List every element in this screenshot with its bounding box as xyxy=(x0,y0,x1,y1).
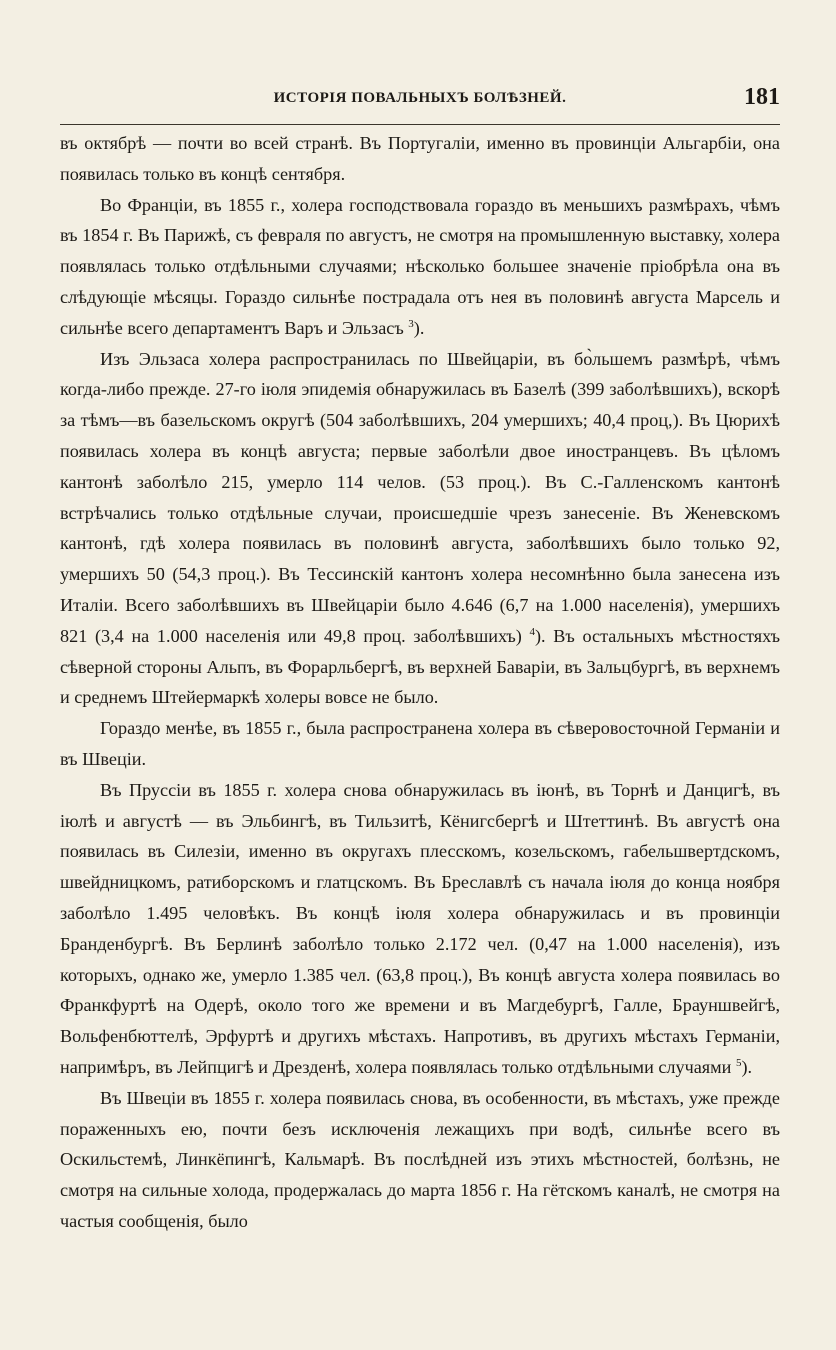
paragraph-text: Въ Швеціи въ 1855 г. холера появилась снова, въ особенности, въ мѣстахъ, уже прежде пораженныхъ ею, почти безъ исключенія лежащихъ при водѣ, сильнѣе всего въ Оскильстемѣ, Линкёпингѣ, Кальмарѣ. Въ послѣдней изъ этихъ мѣстностей, болѣзнь, не смотря на сильные холода, продержалась до марта 1856 г. На гётскомъ каналѣ, не смотря на частыя сообщенія, было xyxy=(60,1087,780,1231)
running-head xyxy=(60,86,780,116)
paragraph xyxy=(60,1083,780,1237)
paragraph-text: ). xyxy=(741,1056,753,1077)
footnote-marker: 4 xyxy=(529,625,535,638)
header-rule xyxy=(60,124,780,125)
paragraph-text: Изъ Эльзаса холера распространилась по Швейцаріи, въ бо̀льшемъ размѣрѣ, чѣмъ когда-либо прежде. 27-го іюля эпидемія обнаружилась въ Базелѣ (399 заболѣвшихъ), вскорѣ за тѣмъ—въ базельскомъ округѣ (504 заболѣвшихъ, 204 умершихъ; 40,4 проц,). Въ Цюрихѣ появилась холера въ концѣ августа; первые заболѣли двое иностранцевъ. Въ цѣломъ кантонѣ заболѣло 215, умерло 114 челов. (53 проц.). Въ С.-Галленскомъ кантонѣ встрѣчались только отдѣльные случаи, происшедшіе чрезъ занесеніе. Въ Женевскомъ кантонѣ, гдѣ холера появилась въ половинѣ августа, заболѣвшихъ было только 92, умершихъ 50 (54,3 проц.). Въ Тессинскій кантонъ холера несомнѣнно была занесена изъ Италіи. Всего заболѣвшихъ въ Швейцаріи было 4.646 (6,7 на 1.000 населенія), умершихъ 821 (3,4 на 1.000 населенія или 49,8 проц. заболѣвшихъ) xyxy=(60,348,780,646)
paragraph xyxy=(60,190,780,344)
paragraph xyxy=(60,775,780,1083)
paragraph-text: Гораздо менѣе, въ 1855 г., была распространена холера въ сѣверовосточной Германіи и въ Швеціи. xyxy=(60,718,780,769)
footnote-marker: 5 xyxy=(735,1056,742,1069)
running-title: ИСТОРІЯ ПОВАЛЬНЫХЪ БОЛѢЗНЕЙ. xyxy=(273,90,567,106)
paragraph-text: ). xyxy=(413,317,425,338)
paragraph-text: ). Въ остальныхъ мѣстностяхъ сѣверной стороны Альпъ, въ Форарльбергѣ, въ верхней Баваріи, въ Зальцбургѣ, въ верхнемъ и среднемъ Штейермаркѣ холеры вовсе не было. xyxy=(60,625,780,708)
paragraph xyxy=(60,128,780,190)
paragraph-text: въ октябрѣ — почти во всей странѣ. Въ Португаліи, именно въ провинціи Альгарбіи, она появилась только въ концѣ сентября. xyxy=(60,133,780,184)
paragraph xyxy=(60,344,780,714)
paragraph-text: Въ Пруссіи въ 1855 г. холера снова обнаружилась въ іюнѣ, въ Торнѣ и Данцигѣ, въ іюлѣ и августѣ — въ Эльбингѣ, въ Тильзитѣ, Кёнигсбергѣ и Штеттинѣ. Въ августѣ она появилась въ Силезіи, именно въ округахъ плесскомъ, козельскомъ, габельшвертдскомъ, швейдницкомъ, ратиборскомъ и глатцскомъ. Въ Бреславлѣ съ начала іюля до конца ноября заболѣло 1.495 человѣкъ. Въ концѣ іюля холера обнаружилась и въ провинціи Бранденбургѣ. Въ Берлинѣ заболѣло только 2.172 чел. (0,47 на 1.000 населенія), изъ которыхъ, однако же, умерло 1.385 чел. (63,8 проц.), Въ концѣ августа холера появилась во Франкфуртѣ на Одерѣ, около того же времени и въ Магдебургѣ, Галле, Брауншвейгѣ, Вольфенбюттелѣ, Эрфуртѣ и другихъ мѣстахъ. Напротивъ, въ другихъ мѣстахъ Германіи, напримѣръ, въ Лейпцигѣ и Дрезденѣ, холера появлялась только отдѣльными случаями xyxy=(60,779,780,1077)
footnote-marker: 3 xyxy=(408,317,414,330)
paragraph xyxy=(60,713,780,775)
page-number: 181 xyxy=(744,84,780,110)
paragraph-text: Во Франціи, въ 1855 г., холера господствовала гораздо въ меньшихъ размѣрахъ, чѣмъ въ 1854 г. Въ Парижѣ, съ февраля по августъ, не смотря на промышленную выставку, холера появлялась только отдѣльными случаями; нѣсколько большее значеніе пріобрѣла она въ слѣдующіе мѣсяцы. Гораздо сильнѣе пострадала отъ нея въ половинѣ августа Марсель и сильнѣе всего департаментъ Варъ и Эльзасъ xyxy=(60,194,780,338)
body-text xyxy=(60,128,780,1237)
